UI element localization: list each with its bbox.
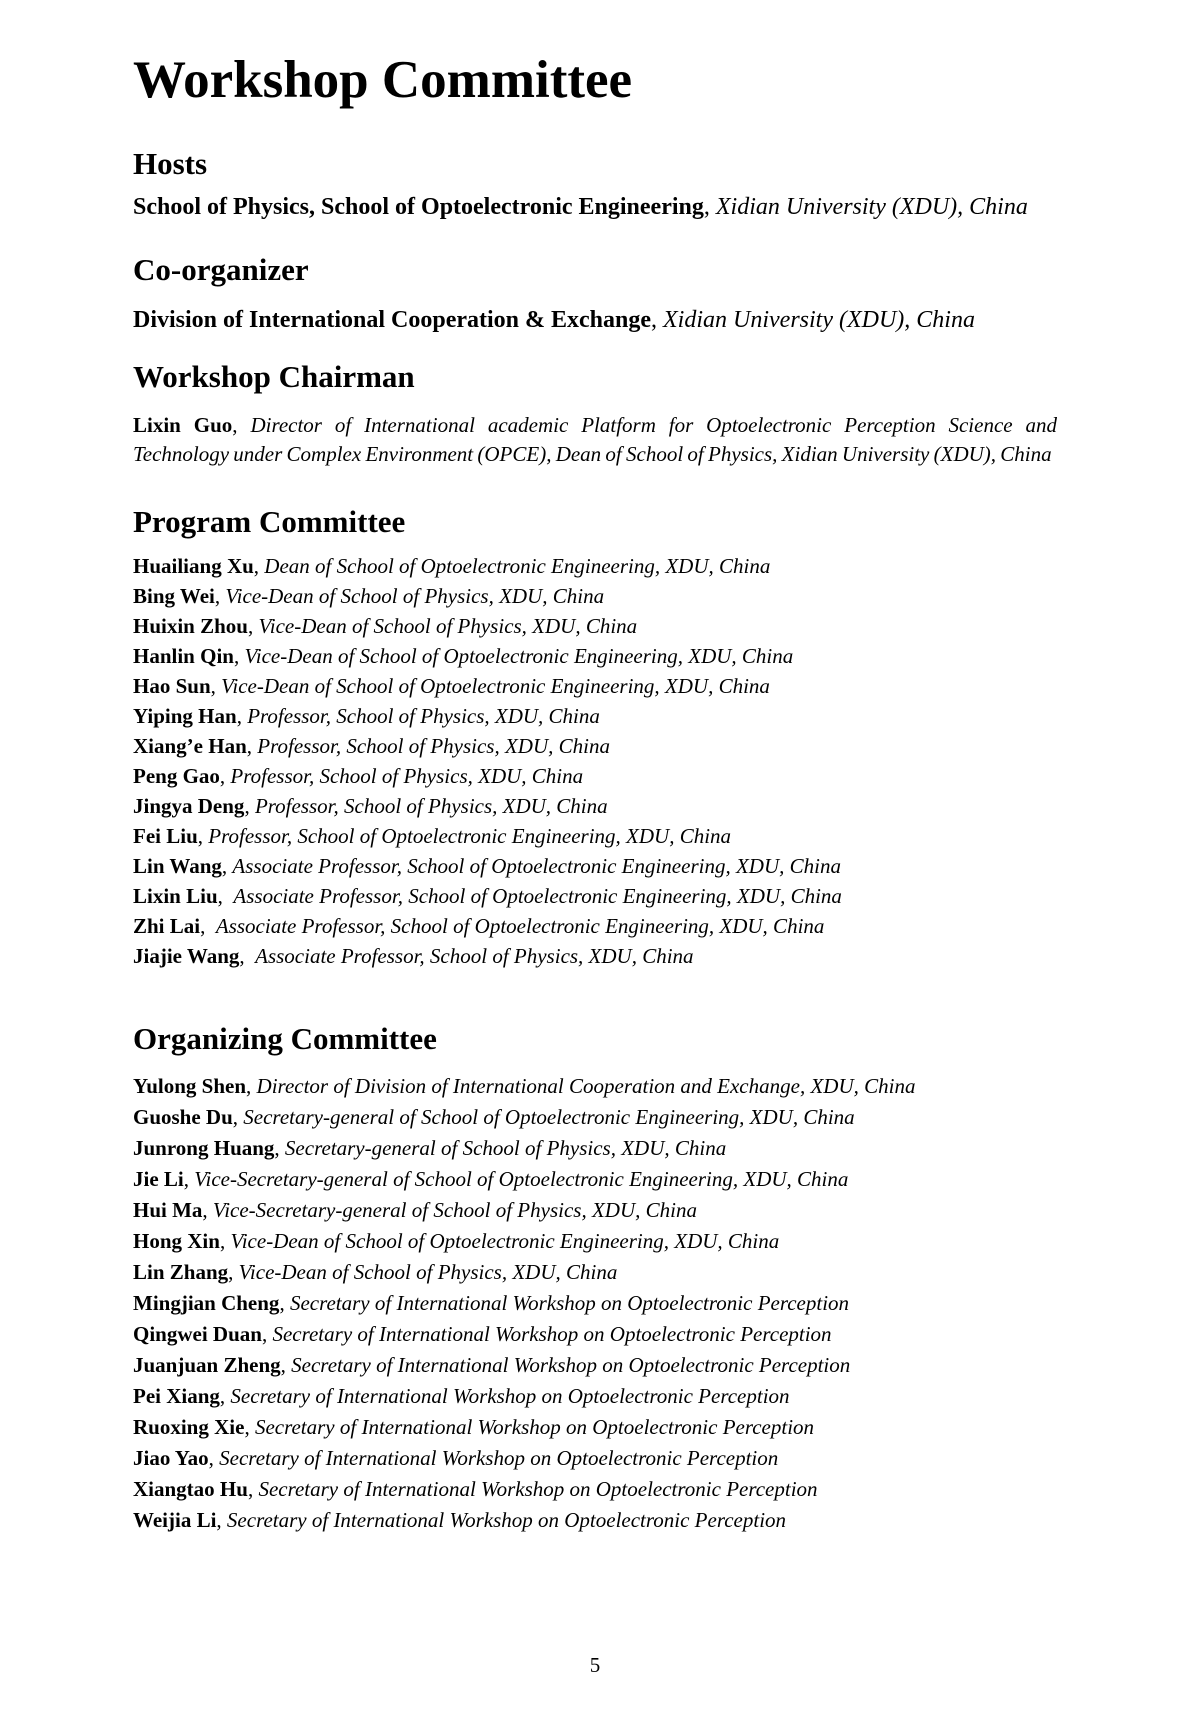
section-entries [133,411,1057,469]
member-name: Hao Sun [133,674,211,698]
member-role: Secretary of International Workshop on Optoelectronic Perception [291,1353,851,1377]
committee-entry [133,1102,1057,1133]
member-role: Secretary of International Workshop on Optoelectronic Perception [258,1477,818,1501]
committee-entry [133,911,1057,941]
member-role: Associate Professor, School of Physics, XDU, China [255,944,694,968]
committee-entry [133,1071,1057,1102]
member-role: Associate Professor, School of Optoelectronic Engineering, XDU, China [233,884,842,908]
committee-entry [133,1443,1057,1474]
section-co-organizer [133,251,1057,335]
member-role: Professor, School of Physics, XDU, China [230,764,584,788]
member-name: Huailiang Xu [133,554,254,578]
committee-entry [133,305,1057,335]
committee-entry [133,1195,1057,1226]
member-role: Vice-Secretary-general of School of Optoelectronic Engineering, XDU, China [194,1167,849,1191]
committee-entry [133,1257,1057,1288]
separator: , [274,1136,285,1160]
committee-entry [133,1505,1057,1536]
committee-entry [133,192,1057,222]
committee-entry [133,671,1057,701]
member-name: Mingjian Cheng [133,1291,280,1315]
member-role: Professor, School of Physics, XDU, China [247,704,600,728]
separator: , [219,1229,231,1253]
member-role: Vice-Secretary-general of School of Physics, XDU, China [212,1198,697,1222]
committee-entry [133,821,1057,851]
member-name: Hanlin Qin [133,644,234,668]
separator: , [261,1322,273,1346]
member-role: Secretary of International Workshop on Optoelectronic Perception [272,1322,832,1346]
member-role: Xidian University (XDU), China [715,194,1028,220]
member-name: Lixin Liu [133,884,218,908]
separator: , [244,1415,255,1439]
member-role: Vice-Dean of School of Physics, XDU, China [258,614,638,638]
section-entries [133,305,1057,335]
member-name: Yiping Han [133,704,237,728]
committee-entry [133,941,1057,971]
separator: , [236,704,248,728]
section-workshop-chairman [133,358,1057,469]
member-role: Secretary of International Workshop on Optoelectronic Perception [226,1508,787,1532]
member-name: Jingya Deng [133,794,245,818]
member-role: Vice-Dean of School of Optoelectronic Engineering, XDU, China [230,1229,780,1253]
committee-entry [133,581,1057,611]
separator: , [244,794,255,818]
separator: , [214,584,226,608]
separator: , [219,1384,231,1408]
committee-entry [133,1133,1057,1164]
member-name: Zhi Lai [133,914,201,938]
separator: , [703,194,716,220]
member-role: Vice-Dean of School of Physics, XDU, China [225,584,605,608]
member-role: Secretary of International Workshop on Optoelectronic Perception [230,1384,790,1408]
committee-entry [133,701,1057,731]
section-organizing-committee [133,1020,1057,1536]
separator: , [197,824,209,848]
member-name: Jiao Yao [133,1446,209,1470]
member-name: Hui Ma [133,1198,203,1222]
committee-entry [133,761,1057,791]
separator: , [228,1260,239,1284]
separator: , [280,1353,292,1377]
separator: , [210,674,222,698]
member-name: Jie Li [133,1167,184,1191]
committee-entry [133,1288,1057,1319]
committee-entry [133,641,1057,671]
member-name: Jiajie Wang [133,944,240,968]
member-name: Peng Gao [133,764,220,788]
separator: , [279,1291,290,1315]
separator: , [216,1508,227,1532]
member-name: Xiangtao Hu [133,1477,248,1501]
separator: , [221,854,233,878]
member-name: Guoshe Du [133,1105,233,1129]
separator: , [247,614,259,638]
section-heading: Co-organizer [133,252,309,287]
member-role: Professor, School of Physics, XDU, China [254,794,608,818]
member-name: Fei Liu [133,824,198,848]
section-program-committee [133,503,1057,971]
separator: , [219,764,231,788]
committee-entry [133,551,1057,581]
member-name: Lin Zhang [133,1260,229,1284]
section-hosts [133,145,1057,222]
separator: , [239,944,256,968]
section-entries [133,1071,1057,1536]
committee-entry [133,1412,1057,1443]
member-name: Xiang’e Han [133,734,247,758]
member-role: Vice-Dean of School of Optoelectronic Engineering, XDU, China [244,644,794,668]
member-role: Secretary of International Workshop on Optoelectronic Perception [219,1446,779,1470]
separator: , [217,884,234,908]
section-heading: Organizing Committee [133,1021,437,1056]
member-name: Weijia Li [133,1508,217,1532]
section-entries [133,192,1057,222]
member-role: Secretary of International Workshop on Optoelectronic Perception [254,1415,815,1439]
separator: , [232,413,251,437]
separator: , [232,1105,244,1129]
section-heading: Workshop Chairman [133,359,415,394]
page-title: Workshop Committee [133,51,633,109]
member-name: Yulong Shen [133,1074,247,1098]
committee-entry [133,1381,1057,1412]
committee-entry [133,1319,1057,1350]
member-role: Vice-Dean of School of Optoelectronic Engineering, XDU, China [221,674,770,698]
committee-entry [133,1474,1057,1505]
committee-entry [133,1226,1057,1257]
separator: , [183,1167,195,1191]
member-role: Vice-Dean of School of Physics, XDU, China [238,1260,618,1284]
committee-entry [133,1350,1057,1381]
member-name: Pei Xiang [133,1384,220,1408]
member-name: Ruoxing Xie [133,1415,245,1439]
member-name: Division of International Cooperation & Exchange [133,307,652,333]
member-role: Secretary-general of School of Physics, XDU, China [284,1136,727,1160]
committee-entry [133,791,1057,821]
member-role: Director of International academic Platform for Optoelectronic Perception Science and Technology under Complex Environment (OPCE), Dean of School of Physics, Xidian University (XDU), China [133,413,1058,466]
page-number: 5 [589,1653,601,1677]
separator: , [233,644,245,668]
member-role: Secretary of International Workshop on Optoelectronic Perception [289,1291,850,1315]
separator: , [253,554,265,578]
section-entries [133,551,1057,971]
member-name: Juanjuan Zheng [133,1353,281,1377]
committee-entry [133,731,1057,761]
committee-entry [133,411,1057,469]
member-role: Dean of School of Optoelectronic Engineering, XDU, China [264,554,771,578]
member-role: Associate Professor, School of Optoelectronic Engineering, XDU, China [232,854,841,878]
member-role: Secretary-general of School of Optoelectronic Engineering, XDU, China [243,1105,855,1129]
separator: , [208,1446,220,1470]
separator: , [246,734,258,758]
committee-entry [133,1164,1057,1195]
member-name: Hong Xin [133,1229,220,1253]
document-page [0,50,1190,1734]
separator: , [202,1198,213,1222]
member-role: Associate Professor, School of Optoelectronic Engineering, XDU, China [215,914,825,938]
member-role: Director of Division of International Cooperation and Exchange, XDU, China [256,1074,916,1098]
separator: , [651,307,664,333]
member-role: Xidian University (XDU), China [663,307,975,333]
member-role: Professor, School of Physics, XDU, China [257,734,610,758]
separator: , [246,1074,257,1098]
member-role: Professor, School of Optoelectronic Engineering, XDU, China [208,824,732,848]
member-name: Junrong Huang [133,1136,275,1160]
member-name: Lin Wang [133,854,222,878]
separator: , [247,1477,259,1501]
member-name: Huixin Zhou [133,614,248,638]
committee-entry [133,611,1057,641]
member-name: Bing Wei [133,584,215,608]
member-name: Qingwei Duan [133,1322,262,1346]
member-name: Lixin Guo [133,413,233,437]
section-heading: Program Committee [133,504,406,539]
committee-entry [133,881,1057,911]
committee-entry [133,851,1057,881]
member-name: School of Physics, School of Optoelectronic Engineering [133,194,704,220]
section-heading: Hosts [133,146,208,181]
separator: , [200,914,216,938]
